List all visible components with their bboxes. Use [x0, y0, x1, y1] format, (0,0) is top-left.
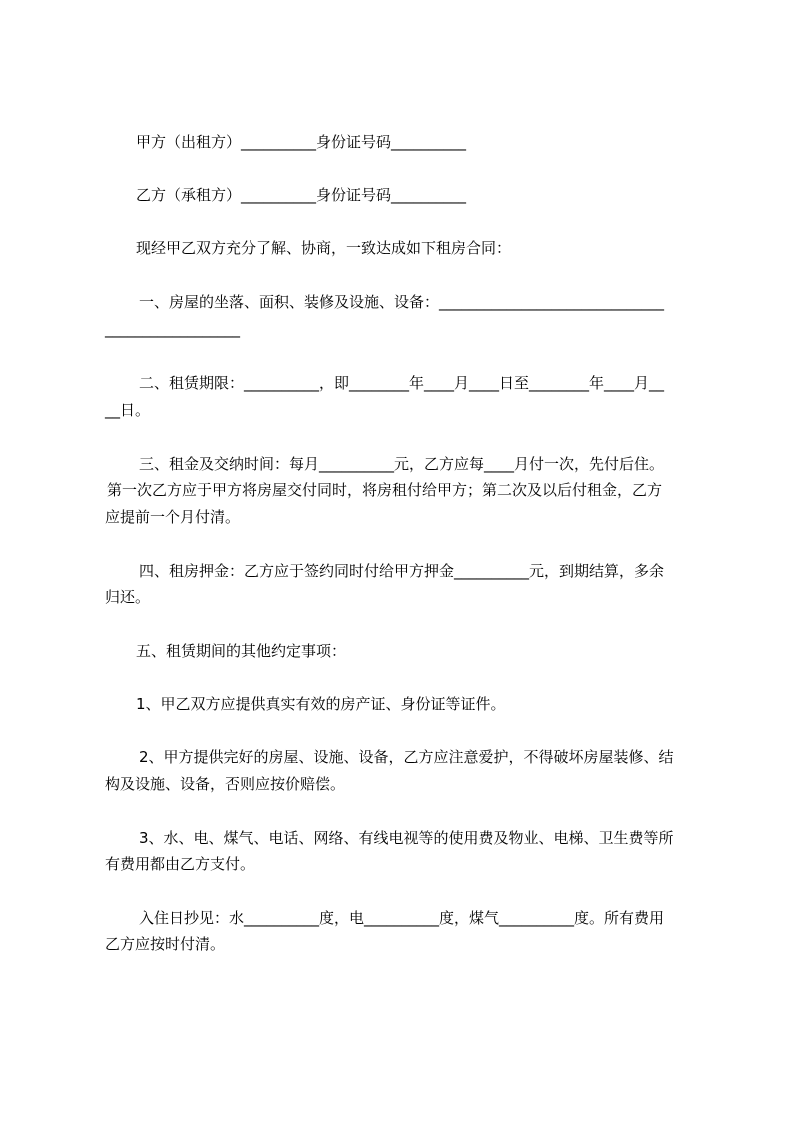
clause-2-line-1: 二、租赁期限：__________，即________年____月____日至________年____月__: [139, 374, 665, 392]
clause-3-line-1: 三、租金及交纳时间：每月__________元，乙方应每____月付一次，先付后住。: [139, 455, 665, 473]
item-3-line-2: 有费用都由乙方支付。: [105, 855, 256, 873]
clause-4-line-2: 归还。: [105, 588, 151, 606]
party-b-line: 乙方（承租方）__________身份证号码__________: [136, 186, 467, 204]
clause-1-line-1: 一、房屋的坐落、面积、装修及设施、设备：______________________________: [139, 293, 665, 311]
party-a-line: 甲方（出租方）__________身份证号码__________: [136, 133, 467, 151]
meter-reading-line-1: 入住日抄见：水__________度，电__________度，煤气__________度。所有费用: [139, 909, 665, 927]
agreement-intro: 现经甲乙双方充分了解、协商，一致达成如下租房合同：: [136, 239, 512, 257]
item-1: 1、甲乙双方应提供真实有效的房产证、身份证等证件。: [136, 695, 506, 713]
item-3-line-1: 3、水、电、煤气、电话、网络、有线电视等的使用费及物业、电梯、卫生费等所: [139, 829, 674, 847]
clause-2-line-2: __日。: [105, 401, 151, 419]
clause-3-line-2: 第一次乙方应于甲方将房屋交付同时，将房租付给甲方；第二次及以后付租金，乙方: [107, 481, 663, 499]
meter-reading-line-2: 乙方应按时付清。: [105, 935, 226, 953]
clause-3-line-3: 应提前一个月付清。: [105, 508, 241, 526]
clause-5-heading: 五、租赁期间的其他约定事项：: [136, 642, 347, 660]
clause-4-line-1: 四、租房押金：乙方应于签约同时付给甲方押金__________元，到期结算，多余: [139, 562, 665, 580]
clause-1-line-2: __________________: [105, 320, 240, 338]
item-2-line-2: 构及设施、设备，否则应按价赔偿。: [105, 775, 346, 793]
item-2-line-1: 2、甲方提供完好的房屋、设施、设备，乙方应注意爱护，不得破坏房屋装修、结: [139, 748, 674, 766]
